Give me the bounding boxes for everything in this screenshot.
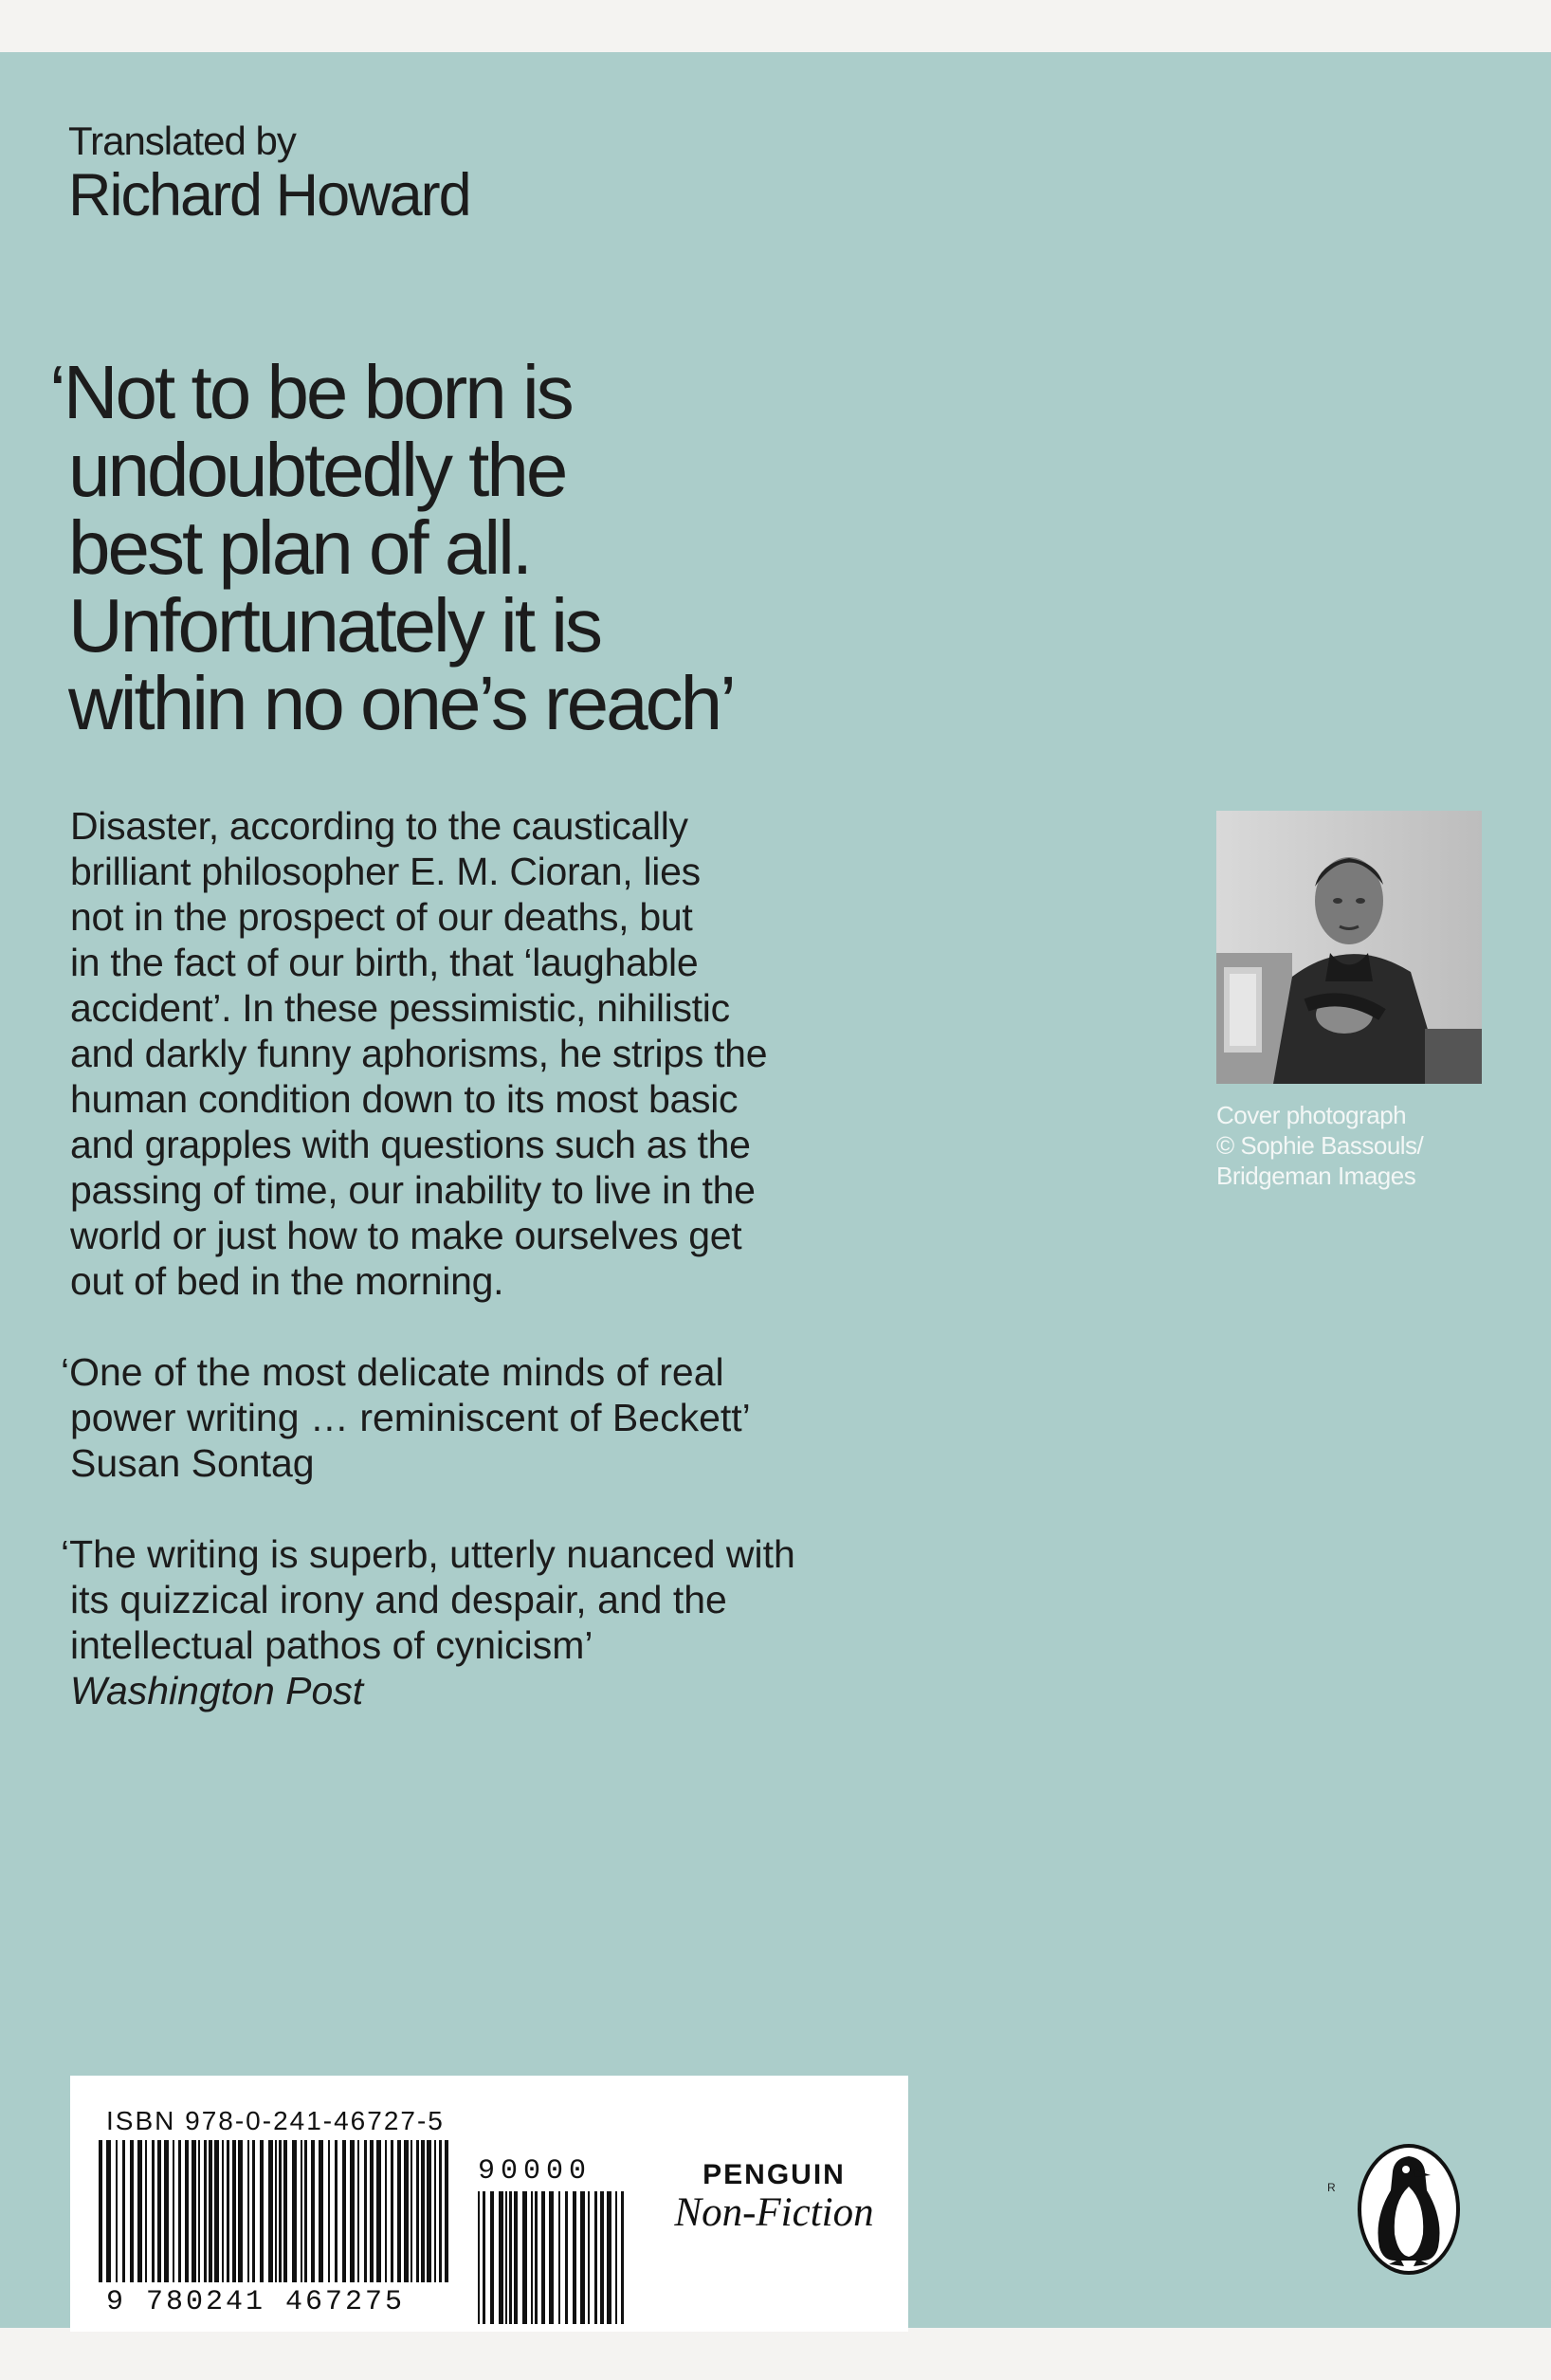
- imprint: [658, 2159, 890, 2236]
- barcode-bar: [573, 2191, 576, 2324]
- barcode-bar: [594, 2191, 597, 2324]
- barcode-bar: [238, 2140, 243, 2282]
- barcode-bar: [404, 2140, 409, 2282]
- barcode-bar: [335, 2140, 338, 2282]
- quote-line: undoubtedly the: [68, 428, 566, 512]
- barcode-bar: [222, 2140, 224, 2282]
- review-line: ‘The writing is superb, utterly nuanced with: [61, 1532, 795, 1576]
- barcode-bar: [434, 2140, 436, 2282]
- barcode-bar: [615, 2191, 617, 2324]
- barcode-bar: [268, 2140, 273, 2282]
- barcode-bar: [531, 2191, 533, 2324]
- barcode-bar: [621, 2191, 624, 2324]
- author-photo: [1216, 811, 1482, 1084]
- price-code: 90000: [478, 2155, 593, 2188]
- review-source: Susan Sontag: [70, 1441, 315, 1485]
- barcode-bar: [275, 2140, 277, 2282]
- barcode-bar: [198, 2140, 200, 2282]
- barcode-bar: [600, 2191, 604, 2324]
- book-blurb: [70, 803, 904, 1304]
- barcode-bar: [391, 2140, 393, 2282]
- barcode-bar: [252, 2140, 255, 2282]
- barcode-bar: [122, 2140, 125, 2282]
- barcode-bar: [227, 2140, 229, 2282]
- blurb-line: passing of time, our inability to live in the: [70, 1168, 756, 1212]
- barcode-bar: [319, 2140, 323, 2282]
- barcode-bar: [283, 2140, 287, 2282]
- barcode-bar: [445, 2140, 448, 2282]
- photo-credit-line: Cover photograph: [1216, 1101, 1407, 1129]
- barcode-bar: [311, 2140, 315, 2282]
- barcode-bar: [304, 2140, 307, 2282]
- barcode-bar: [416, 2140, 419, 2282]
- blurb-line: out of bed in the morning.: [70, 1259, 504, 1303]
- barcode-bar: [376, 2140, 381, 2282]
- blurb-line: world or just how to make ourselves get: [70, 1214, 742, 1257]
- barcode-bar: [116, 2140, 118, 2282]
- isbn-barcode: [99, 2140, 459, 2282]
- review-line: power writing … reminiscent of Beckett’: [70, 1396, 751, 1439]
- barcode-bar: [279, 2140, 282, 2282]
- review-source: Washington Post: [70, 1669, 364, 1712]
- barcode-bar: [580, 2191, 585, 2324]
- penguin-logo-icon: [1357, 2143, 1461, 2276]
- blurb-line: human condition down to its most basic: [70, 1077, 739, 1121]
- review-line: intellectual pathos of cynicism’: [70, 1623, 593, 1667]
- barcode-bar: [549, 2191, 554, 2324]
- barcode-bar: [232, 2140, 236, 2282]
- barcode-bar: [157, 2140, 161, 2282]
- barcode-bar: [328, 2140, 330, 2282]
- blurb-line: Disaster, according to the caustically: [70, 804, 688, 848]
- photo-credit-line: © Sophie Bassouls/: [1216, 1131, 1424, 1160]
- blurb-line: brilliant philosopher E. M. Cioran, lies: [70, 850, 701, 893]
- blurb-line: accident’. In these pessimistic, nihilistic: [70, 986, 730, 1030]
- barcode-bar: [301, 2140, 302, 2282]
- pull-quote: [49, 350, 903, 745]
- photo-credit: [1216, 1100, 1423, 1191]
- registered-mark: R: [1327, 2181, 1336, 2194]
- translated-by-label: Translated by: [68, 119, 296, 163]
- barcode-bar: [247, 2140, 249, 2282]
- barcode-bar: [478, 2191, 480, 2324]
- barcode-panel: [70, 2076, 908, 2332]
- blurb-line: not in the prospect of our deaths, but: [70, 895, 693, 939]
- barcode-bar: [411, 2140, 412, 2282]
- barcode-digits: 9 780241 467275: [106, 2286, 406, 2318]
- blurb-line: and darkly funny aphorisms, he strips the: [70, 1032, 768, 1075]
- quote-line: best plan of all.: [68, 505, 531, 590]
- review-line: ‘One of the most delicate minds of real: [61, 1350, 724, 1394]
- barcode-bar: [209, 2140, 212, 2282]
- isbn-text: ISBN 978-0-241-46727-5: [106, 2106, 445, 2135]
- barcode-bar: [364, 2140, 367, 2282]
- barcode-bar: [565, 2191, 568, 2324]
- barcode-bar: [490, 2191, 494, 2324]
- barcode-bar: [99, 2140, 102, 2282]
- barcode-bar: [173, 2140, 174, 2282]
- quote-line: within no one’s reach’: [68, 661, 734, 745]
- blurb-line: in the fact of our birth, that ‘laughable: [70, 941, 699, 984]
- barcode-bar: [558, 2191, 560, 2324]
- barcode-bar: [397, 2140, 401, 2282]
- barcode-bar: [350, 2140, 355, 2282]
- barcode-bar: [385, 2140, 387, 2282]
- review-line: its quizzical irony and despair, and the: [70, 1578, 727, 1621]
- barcode-bar: [192, 2140, 196, 2282]
- quote-line: ‘Not to be born is: [49, 350, 572, 434]
- barcode-bar: [522, 2191, 527, 2324]
- back-cover: [0, 52, 1551, 2328]
- barcode-bar: [607, 2191, 611, 2324]
- barcode-bar: [204, 2140, 207, 2282]
- review-washington-post: [61, 1531, 914, 1713]
- barcode-bar: [137, 2140, 142, 2282]
- barcode-bar: [535, 2191, 538, 2324]
- barcode-bar: [439, 2140, 442, 2282]
- barcode-bar: [214, 2140, 219, 2282]
- barcode-bar: [509, 2191, 512, 2324]
- imprint-series: Non-Fiction: [674, 2190, 874, 2235]
- barcode-bar: [427, 2140, 431, 2282]
- barcode-bar: [178, 2140, 181, 2282]
- barcode-bar: [164, 2140, 169, 2282]
- barcode-bar: [130, 2140, 134, 2282]
- barcode-bar: [106, 2140, 111, 2282]
- barcode-bar: [185, 2140, 189, 2282]
- barcode-bar: [152, 2140, 155, 2282]
- barcode-bar: [260, 2140, 264, 2282]
- barcode-bar: [588, 2191, 590, 2324]
- translator-name: Richard Howard: [68, 162, 470, 229]
- quote-line: Unfortunately it is: [68, 583, 601, 668]
- barcode-bar: [357, 2140, 359, 2282]
- barcode-bar: [421, 2140, 425, 2282]
- barcode-bar: [292, 2140, 297, 2282]
- barcode-bar: [499, 2191, 503, 2324]
- barcode-bar: [145, 2140, 147, 2282]
- barcode-bar: [541, 2191, 545, 2324]
- barcode-bar: [514, 2191, 518, 2324]
- price-barcode: [478, 2191, 634, 2324]
- barcode-bar: [505, 2191, 507, 2324]
- barcode-bar: [483, 2191, 485, 2324]
- blurb-line: and grapples with questions such as the: [70, 1123, 751, 1166]
- barcode-bar: [342, 2140, 346, 2282]
- review-sontag: [61, 1349, 914, 1486]
- barcode-bar: [370, 2140, 374, 2282]
- photo-credit-line: Bridgeman Images: [1216, 1162, 1416, 1190]
- imprint-brand: PENGUIN: [703, 2159, 846, 2190]
